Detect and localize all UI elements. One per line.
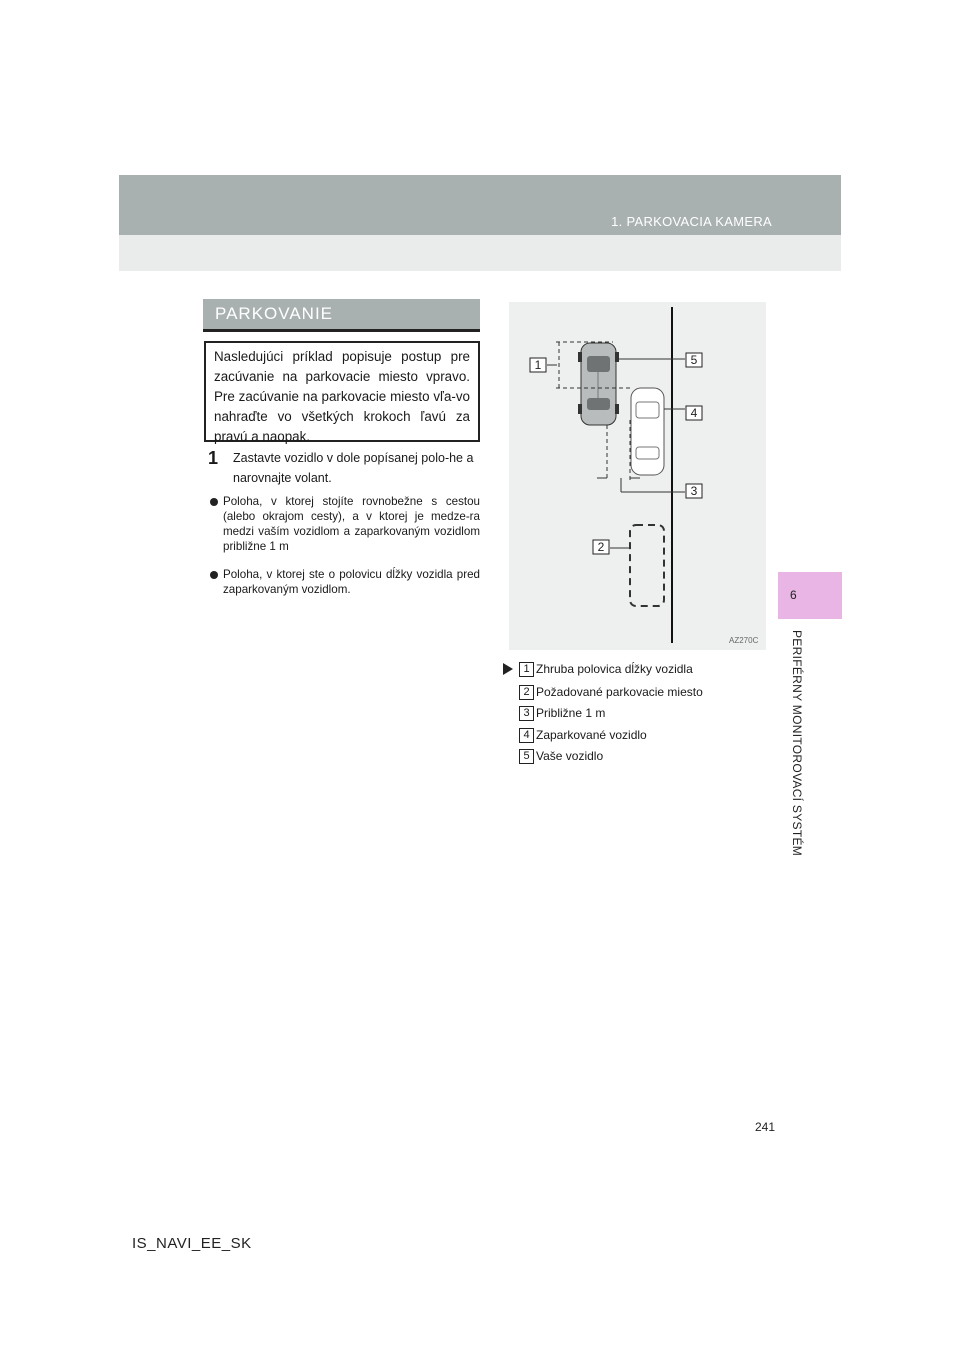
your-vehicle xyxy=(578,343,619,425)
legend-number: 2 xyxy=(519,685,534,700)
callout-4 xyxy=(686,406,702,420)
bullet-dot-icon xyxy=(210,498,218,506)
legend-number: 4 xyxy=(519,728,534,743)
callout-2 xyxy=(593,540,609,554)
legend-number: 5 xyxy=(519,749,534,764)
svg-text:2: 2 xyxy=(597,540,605,554)
legend-item xyxy=(503,705,763,725)
document-code: IS_NAVI_EE_SK xyxy=(132,1235,252,1252)
step-1 xyxy=(208,448,480,488)
legend-text: Požadované parkovacie miesto xyxy=(536,685,703,699)
legend-item xyxy=(503,661,763,681)
legend-item xyxy=(503,684,763,704)
bullet-item xyxy=(210,567,480,597)
bullet-text: Poloha, v ktorej stojíte rovnobežne s cestou (alebo okrajom cesty), a v ktorej je medze-ra medzi vaším vozidlom a zaparkovaným vozidlom približne 1 m xyxy=(223,495,480,553)
running-header: 1. PARKOVACIA KAMERA xyxy=(611,214,772,229)
callout-1 xyxy=(530,358,546,372)
parking-diagram xyxy=(509,302,766,650)
legend-text: Približne 1 m xyxy=(536,706,606,720)
legend-number: 1 xyxy=(519,662,534,677)
section-heading-label: PARKOVANIE xyxy=(215,304,334,323)
legend-item xyxy=(503,748,763,768)
section-heading xyxy=(203,299,480,332)
bullet-item xyxy=(210,494,480,554)
bullet-dot-icon xyxy=(210,571,218,579)
chapter-tab xyxy=(778,572,842,619)
legend-text: Vaše vozidlo xyxy=(536,749,604,763)
legend-item xyxy=(503,727,763,747)
diagram-background xyxy=(509,302,766,650)
legend-text: Zaparkované vozidlo xyxy=(536,728,647,742)
step-number: 1 xyxy=(208,448,219,468)
legend-text: Zhruba polovica dĺžky vozidla xyxy=(536,662,693,676)
header-sub-band xyxy=(119,235,841,271)
legend-number: 3 xyxy=(519,706,534,721)
svg-text:4: 4 xyxy=(690,406,698,420)
callout-3 xyxy=(686,484,702,498)
step-text: Zastavte vozidlo v dole popísanej polo-he a narovnajte volant. xyxy=(233,451,474,485)
svg-text:1: 1 xyxy=(534,358,542,372)
page-number: 241 xyxy=(755,1120,776,1134)
svg-text:5: 5 xyxy=(690,353,698,367)
parked-vehicle xyxy=(631,388,664,475)
bullet-text: Poloha, v ktorej ste o polovicu dĺžky vozidla pred zaparkovaným vozidlom. xyxy=(223,568,480,596)
chapter-number: 6 xyxy=(790,588,797,602)
svg-text:3: 3 xyxy=(690,484,698,498)
chapter-side-title: PERIFÉRNY MONITOROVACÍ SYSTÉM xyxy=(790,630,804,857)
diagram-code: AZ270C xyxy=(729,636,759,645)
callout-5 xyxy=(686,353,702,367)
arrow-right-icon xyxy=(503,663,513,675)
intro-box: Nasledujúci príklad popisuje postup pre zacúvanie na parkovacie miesto vpravo. Pre zacúvanie na parkovacie miesto vľa-vo nahraďte vo všetkých krokoch ľavú za pravú a naopak. xyxy=(204,341,480,442)
